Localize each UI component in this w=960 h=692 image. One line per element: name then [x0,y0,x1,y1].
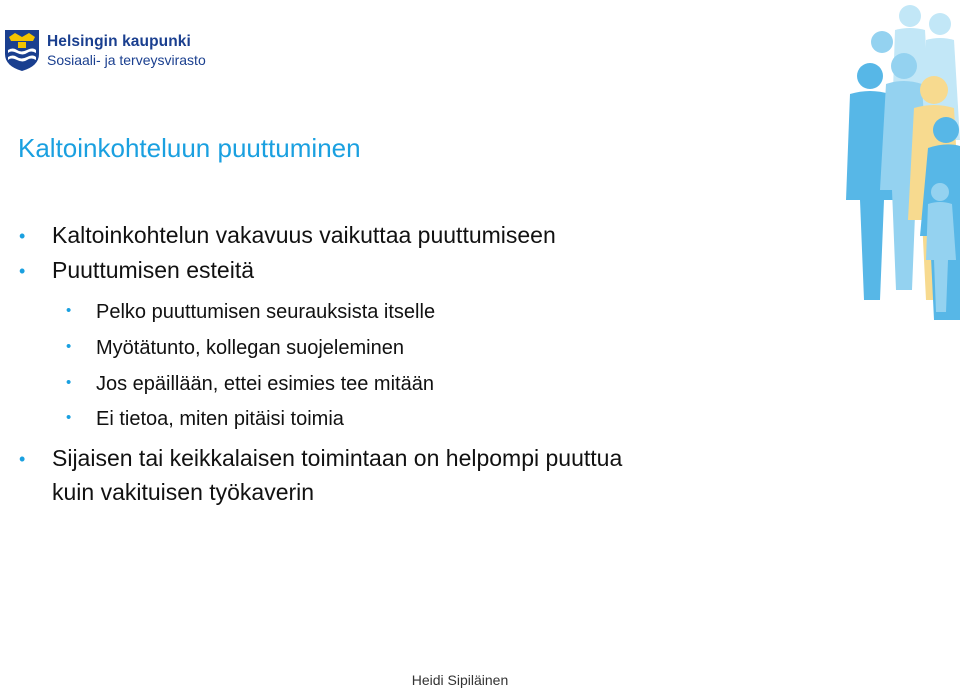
helsinki-crest-icon [3,28,41,72]
bullet-item: Sijaisen tai keikkalaisen toimintaan on helpompi puuttua [52,445,623,471]
bullet-icon: • [19,261,26,281]
sub-bullet-item: Myötätunto, kollegan suojeleminen [96,337,404,359]
people-silhouettes-icon [820,0,960,320]
bullet-item: Kaltoinkohtelun vakavuus vaikuttaa puuttumiseen [52,222,556,248]
sub-bullet-item: Jos epäillään, ettei esimies tee mitään [96,373,434,395]
sub-bullet-item: Pelko puuttumisen seurauksista itselle [96,301,436,323]
footer [0,672,960,688]
sub-bullet-item: Ei tietoa, miten pitäisi toimia [96,408,344,430]
sub-bullet-icon: • [66,409,72,426]
sub-bullet-icon: • [66,374,72,391]
footer-author: Heidi Sipiläinen [411,672,509,688]
bullet-icon: • [19,449,26,469]
org-name: Helsingin kaupunki [47,33,191,50]
department-name: Sosiaali- ja terveysvirasto [47,52,206,68]
sub-bullet-icon: • [66,338,72,355]
slide-title: Kaltoinkohteluun puuttuminen [18,133,361,163]
bullet-icon: • [19,226,26,246]
logo [3,26,243,72]
bullet-item-continuation: kuin vakituisen työkaverin [52,479,315,505]
sub-bullet-icon: • [66,302,72,319]
bullet-item: Puuttumisen esteitä [52,257,255,283]
